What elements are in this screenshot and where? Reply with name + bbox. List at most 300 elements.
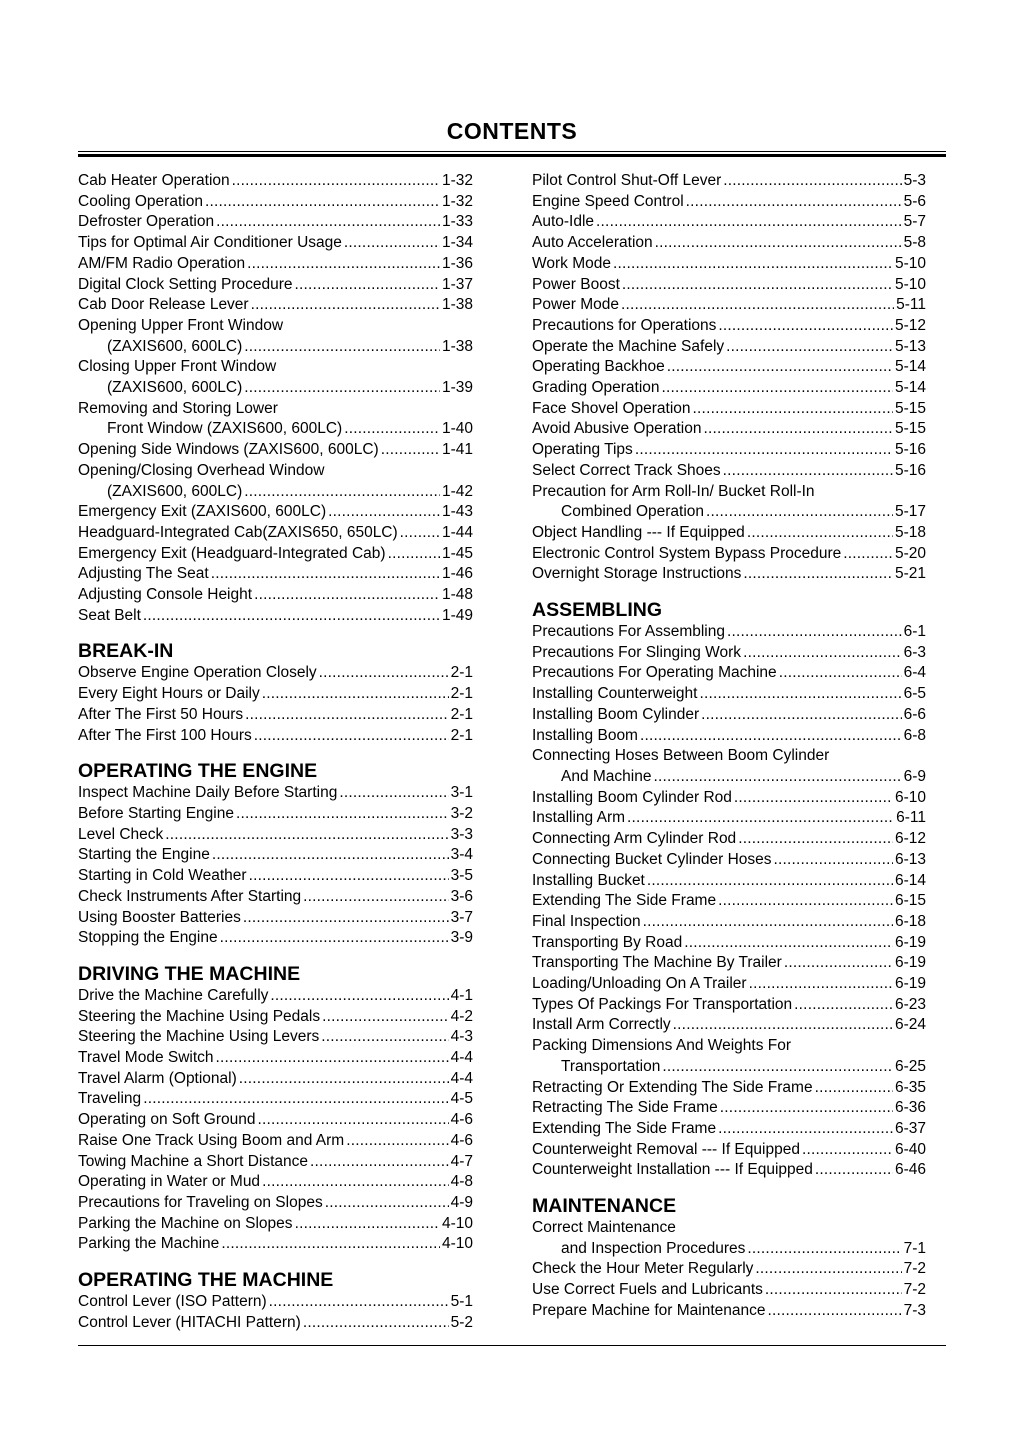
toc-entry[interactable] xyxy=(532,622,926,643)
toc-entry[interactable] xyxy=(78,726,473,747)
dot-leader xyxy=(232,171,440,192)
toc-entry-title: Operate the Machine Safely xyxy=(532,337,725,355)
toc-entry-page: 1-42 xyxy=(441,482,473,500)
toc-entry[interactable] xyxy=(532,564,926,585)
dot-leader xyxy=(662,378,893,399)
toc-entry[interactable] xyxy=(78,866,473,887)
toc-entry-row xyxy=(532,622,926,643)
toc-entry[interactable] xyxy=(78,606,473,627)
toc-entry-page: 5-15 xyxy=(894,420,926,438)
dot-leader xyxy=(794,995,893,1016)
toc-entry-page: 4-2 xyxy=(450,1007,473,1025)
toc-entry[interactable] xyxy=(532,275,926,296)
dot-leader xyxy=(165,825,448,846)
toc-entry[interactable] xyxy=(532,912,926,933)
toc-entry-page: 5-10 xyxy=(894,254,926,272)
toc-entry-row xyxy=(532,233,926,254)
toc-entry-page: 6-9 xyxy=(903,767,926,785)
toc-entry-page: 6-18 xyxy=(894,912,926,930)
toc-entry-title: Transportation xyxy=(561,1057,661,1075)
dot-leader xyxy=(693,399,893,420)
toc-entry-row xyxy=(78,1110,473,1131)
dot-leader xyxy=(239,1069,449,1090)
toc-entry-title: After The First 100 Hours xyxy=(78,726,252,744)
toc-entry[interactable] xyxy=(532,461,926,482)
dot-leader xyxy=(254,726,449,747)
toc-entry-page: 4-4 xyxy=(450,1069,473,1087)
toc-entry-page: 4-4 xyxy=(450,1049,473,1067)
toc-entry-page: 2-1 xyxy=(450,726,473,744)
toc-entry-title: Precautions For Slinging Work xyxy=(532,643,742,661)
toc-entry-title: Work Mode xyxy=(532,254,611,272)
toc-entry-row xyxy=(532,254,926,275)
toc-right-column xyxy=(532,171,926,1322)
toc-entry-title: Engine Speed Control xyxy=(532,192,684,210)
toc-entry[interactable] xyxy=(532,663,926,684)
toc-entry-title: (ZAXIS600, 600LC) xyxy=(107,337,243,355)
toc-entry-page: 3-9 xyxy=(450,929,473,947)
toc-entry[interactable] xyxy=(78,1193,473,1214)
toc-entry[interactable] xyxy=(78,1027,473,1048)
toc-entry[interactable] xyxy=(78,1069,473,1090)
dot-leader xyxy=(344,419,440,440)
dot-leader xyxy=(270,986,448,1007)
toc-entry[interactable] xyxy=(78,544,473,565)
toc-entry[interactable] xyxy=(78,986,473,1007)
toc-entry-page: 1-32 xyxy=(441,172,473,189)
toc-entry-page: 6-14 xyxy=(894,871,926,889)
toc-entry-title: Loading/Unloading On A Trailer xyxy=(532,975,747,993)
toc-entry[interactable] xyxy=(532,440,926,461)
toc-entry[interactable] xyxy=(532,746,926,787)
dot-leader xyxy=(236,804,449,825)
toc-entry-title: Towing Machine a Short Distance xyxy=(78,1152,309,1170)
toc-entry-page: 5-8 xyxy=(903,234,926,252)
dot-leader xyxy=(655,233,902,254)
dot-leader xyxy=(205,192,440,213)
toc-entry-title: Adjusting Console Height xyxy=(78,586,253,604)
dot-leader xyxy=(400,523,440,544)
toc-entry-page: 6-19 xyxy=(894,954,926,972)
toc-entry-title: Counterweight Removal --- If Equipped xyxy=(532,1140,800,1158)
toc-entry[interactable] xyxy=(532,482,926,523)
toc-entry-page: 3-6 xyxy=(450,887,473,905)
toc-entry-row xyxy=(532,1280,926,1301)
toc-entry[interactable] xyxy=(78,523,473,544)
section-heading: MAINTENANCE xyxy=(532,1195,677,1218)
toc-entry-page: 1-38 xyxy=(441,337,473,355)
toc-entry-page: 4-6 xyxy=(450,1111,473,1129)
toc-entry-page: 6-25 xyxy=(894,1057,926,1075)
toc-entry-page: 6-24 xyxy=(894,1016,926,1034)
toc-entry-title: Install Arm Correctly xyxy=(532,1016,671,1034)
toc-entry-row xyxy=(78,192,473,213)
toc-entry-row xyxy=(78,684,473,705)
page-title: CONTENTS xyxy=(446,118,578,144)
toc-entry[interactable] xyxy=(78,1313,473,1334)
toc-entry-title: Using Booster Batteries xyxy=(78,908,241,926)
toc-entry-page: 5-2 xyxy=(450,1313,473,1331)
dot-leader xyxy=(251,295,440,316)
toc-entry-title: Drive the Machine Carefully xyxy=(78,986,269,1004)
toc-entry[interactable] xyxy=(78,399,473,440)
toc-entry[interactable] xyxy=(532,788,926,809)
toc-entry-title: and Inspection Procedures xyxy=(561,1239,746,1257)
toc-entry-page: 6-46 xyxy=(894,1161,926,1179)
toc-entry[interactable] xyxy=(532,871,926,892)
dot-leader xyxy=(247,254,440,275)
toc-entry-title: Power Boost xyxy=(532,275,620,293)
toc-entry-page: 5-16 xyxy=(894,441,926,459)
toc-entry[interactable] xyxy=(532,1301,926,1322)
dot-leader xyxy=(212,845,449,866)
toc-entry-page: 6-1 xyxy=(903,623,926,641)
toc-entry-title: Control Lever (ISO Pattern) xyxy=(78,1293,267,1311)
toc-entry-title: Observe Engine Operation Closely xyxy=(78,664,317,682)
toc-entry-page: 6-11 xyxy=(896,809,926,827)
toc-entry-row xyxy=(78,440,473,461)
toc-entry-row xyxy=(532,953,926,974)
toc-entry-row xyxy=(78,523,473,544)
dot-leader xyxy=(303,887,448,908)
toc-entry[interactable] xyxy=(78,1292,473,1313)
toc-entry-title: Precautions For Assembling xyxy=(532,623,725,641)
toc-entry-page: 1-46 xyxy=(441,565,473,583)
toc-entry-page: 5-16 xyxy=(894,461,926,479)
toc-entry[interactable] xyxy=(78,887,473,908)
toc-entry[interactable] xyxy=(532,933,926,954)
toc-entry-title: Seat Belt xyxy=(78,606,141,624)
toc-entry-page: 5-15 xyxy=(894,399,926,417)
dot-leader xyxy=(621,295,894,316)
toc-entry-page: 5-11 xyxy=(896,296,926,314)
toc-entry-title: Extending The Side Frame xyxy=(532,892,717,910)
toc-entry[interactable] xyxy=(78,1172,473,1193)
dot-leader xyxy=(743,643,902,664)
toc-entry[interactable] xyxy=(78,295,473,316)
toc-entry[interactable] xyxy=(532,1218,926,1259)
toc-entry[interactable] xyxy=(78,845,473,866)
toc-entry-page: 6-37 xyxy=(894,1119,926,1137)
toc-entry-row xyxy=(532,316,926,337)
toc-entry-title: Tips for Optimal Air Conditioner Usage xyxy=(78,234,342,252)
toc-entry-row xyxy=(532,1015,926,1036)
dot-leader xyxy=(768,1301,902,1322)
toc-entry-page: 5-14 xyxy=(894,358,926,376)
toc-entry-title: Raise One Track Using Boom and Arm xyxy=(78,1131,345,1149)
toc-entry-title: Every Eight Hours or Daily xyxy=(78,685,260,703)
toc-entry-title: Auto-Idle xyxy=(532,213,595,231)
toc-entry-page: 4-10 xyxy=(441,1235,473,1253)
toc-entry-title: Cooling Operation xyxy=(78,192,203,210)
toc-entry[interactable] xyxy=(532,1140,926,1161)
toc-entry[interactable] xyxy=(532,192,926,213)
toc-entry-row xyxy=(532,933,926,954)
dot-leader xyxy=(703,419,893,440)
toc-entry[interactable] xyxy=(532,953,926,974)
dot-leader xyxy=(216,212,440,233)
toc-entry-page: 1-33 xyxy=(441,213,473,231)
toc-entry-page: 4-9 xyxy=(450,1193,473,1211)
toc-entry-row xyxy=(532,502,926,523)
toc-entry[interactable] xyxy=(78,908,473,929)
dot-leader xyxy=(596,212,902,233)
toc-entry-page: 6-8 xyxy=(903,726,926,744)
dot-leader xyxy=(774,850,893,871)
toc-entry-title: Steering the Machine Using Pedals xyxy=(78,1007,321,1025)
toc-entry-title: Level Check xyxy=(78,825,164,843)
dot-leader xyxy=(322,1007,448,1028)
toc-entry[interactable] xyxy=(532,544,926,565)
toc-entry[interactable] xyxy=(78,212,473,233)
toc-entry[interactable] xyxy=(532,316,926,337)
toc-entry[interactable] xyxy=(78,1110,473,1131)
toc-entry[interactable] xyxy=(532,850,926,871)
toc-entry-title: Traveling xyxy=(78,1090,142,1108)
toc-entry[interactable] xyxy=(78,585,473,606)
toc-entry[interactable] xyxy=(78,705,473,726)
toc-entry-title: Emergency Exit (Headguard-Integrated Cab) xyxy=(78,544,386,562)
toc-entry-page: 4-5 xyxy=(450,1090,473,1108)
toc-entry-title: Check Instruments After Starting xyxy=(78,887,302,905)
toc-entry-row xyxy=(78,1292,473,1313)
toc-entry-page: 1-43 xyxy=(441,503,473,521)
toc-entry[interactable] xyxy=(78,461,473,502)
toc-entry[interactable] xyxy=(78,1214,473,1235)
toc-entry-title: Control Lever (HITACHI Pattern) xyxy=(78,1313,301,1331)
toc-entry-row xyxy=(532,1078,926,1099)
toc-entry-row xyxy=(78,606,473,627)
toc-entry[interactable] xyxy=(78,357,473,398)
toc-entry[interactable] xyxy=(532,233,926,254)
toc-entry[interactable] xyxy=(532,1280,926,1301)
toc-entry-title: Precautions for Operations xyxy=(532,316,717,334)
dot-leader xyxy=(622,275,893,296)
toc-entry-title: Grading Operation xyxy=(532,379,660,397)
dot-leader xyxy=(718,891,893,912)
dot-leader xyxy=(706,502,893,523)
toc-entry-page: 1-41 xyxy=(441,441,473,459)
toc-entry-row xyxy=(532,788,926,809)
toc-entry-page: 1-49 xyxy=(441,606,473,624)
toc-entry-page: 5-7 xyxy=(903,213,926,231)
toc-entry[interactable] xyxy=(78,1048,473,1069)
dot-leader xyxy=(802,1140,893,1161)
toc-entry-page: 6-15 xyxy=(894,892,926,910)
toc-entry-row xyxy=(532,523,926,544)
toc-entry[interactable] xyxy=(78,440,473,461)
toc-left-column xyxy=(78,171,473,1333)
toc-entry-row xyxy=(78,1172,473,1193)
toc-entry-title-line1: Connecting Hoses Between Boom Cylinder xyxy=(532,747,830,765)
toc-entry[interactable] xyxy=(532,891,926,912)
toc-entry[interactable] xyxy=(78,783,473,804)
toc-entry-row xyxy=(532,564,926,585)
toc-entry[interactable] xyxy=(532,1119,926,1140)
toc-entry-row xyxy=(78,1313,473,1334)
toc-entry-row xyxy=(532,357,926,378)
toc-entry-page: 7-3 xyxy=(903,1301,926,1319)
toc-entry-title: Installing Boom Cylinder Rod xyxy=(532,788,732,806)
toc-entry-row xyxy=(78,1089,473,1110)
toc-entry-page: 3-1 xyxy=(450,784,473,802)
toc-entry[interactable] xyxy=(532,829,926,850)
toc-entry-title: Operating Backhoe xyxy=(532,358,665,376)
toc-entry-page: 6-12 xyxy=(894,830,926,848)
toc-entry[interactable] xyxy=(532,419,926,440)
toc-entry[interactable] xyxy=(78,502,473,523)
toc-entry[interactable] xyxy=(532,399,926,420)
toc-entry-title: Precautions For Operating Machine xyxy=(532,664,777,682)
dot-leader xyxy=(784,953,893,974)
toc-entry-page: 5-13 xyxy=(894,337,926,355)
toc-entry-row xyxy=(78,275,473,296)
toc-entry-row xyxy=(532,1140,926,1161)
dot-leader xyxy=(815,1078,893,1099)
dot-leader xyxy=(699,684,901,705)
toc-entry-title: Defroster Operation xyxy=(78,213,215,231)
toc-entry[interactable] xyxy=(78,275,473,296)
toc-entry-row xyxy=(78,1069,473,1090)
toc-entry[interactable] xyxy=(532,995,926,1016)
dot-leader xyxy=(734,788,893,809)
toc-entry[interactable] xyxy=(532,357,926,378)
toc-entry-title: Precautions for Traveling on Slopes xyxy=(78,1193,323,1211)
toc-entry-row xyxy=(78,419,473,440)
toc-entry[interactable] xyxy=(532,684,926,705)
toc-entry-row xyxy=(78,502,473,523)
toc-entry[interactable] xyxy=(532,1259,926,1280)
toc-entry[interactable] xyxy=(78,192,473,213)
dot-leader xyxy=(727,622,902,643)
toc-entry[interactable] xyxy=(532,1160,926,1181)
toc-entry[interactable] xyxy=(532,726,926,747)
toc-entry-title: Connecting Bucket Cylinder Hoses xyxy=(532,850,772,868)
toc-entry-row xyxy=(532,871,926,892)
toc-entry[interactable] xyxy=(78,171,473,192)
toc-entry[interactable] xyxy=(78,663,473,684)
toc-entry-title: Front Window (ZAXIS600, 600LC) xyxy=(107,420,343,438)
dot-leader xyxy=(344,233,440,254)
toc-entry[interactable] xyxy=(532,523,926,544)
dot-leader xyxy=(647,871,893,892)
toc-entry[interactable] xyxy=(532,643,926,664)
toc-entry[interactable] xyxy=(532,1078,926,1099)
toc-entry[interactable] xyxy=(532,705,926,726)
toc-entry-title: Prepare Machine for Maintenance xyxy=(532,1301,766,1319)
toc-entry-title: Installing Boom xyxy=(532,726,638,744)
toc-entry-title: Stopping the Engine xyxy=(78,929,218,947)
dot-leader xyxy=(381,440,440,461)
toc-entry[interactable] xyxy=(78,684,473,705)
toc-entry[interactable] xyxy=(78,1234,473,1255)
toc-entry-page: 6-6 xyxy=(903,705,926,723)
toc-entry[interactable] xyxy=(78,316,473,357)
toc-entry-title: Transporting The Machine By Trailer xyxy=(532,954,782,972)
toc-entry[interactable] xyxy=(78,254,473,275)
toc-entry-row xyxy=(532,829,926,850)
toc-entry-page: 6-4 xyxy=(903,664,926,682)
toc-entry-row xyxy=(532,1098,926,1119)
toc-entry[interactable] xyxy=(532,337,926,358)
toc-entry-page: 2-1 xyxy=(450,705,473,723)
toc-entry-title: Final Inspection xyxy=(532,912,641,930)
toc-entry[interactable] xyxy=(532,808,926,829)
toc-entry[interactable] xyxy=(78,1007,473,1028)
toc-entry[interactable] xyxy=(532,295,926,316)
toc-entry[interactable] xyxy=(532,171,926,192)
toc-entry-title: Avoid Abusive Operation xyxy=(532,420,702,438)
toc-entry-title: After The First 50 Hours xyxy=(78,705,244,723)
toc-entry[interactable] xyxy=(78,564,473,585)
toc-entry[interactable] xyxy=(78,1152,473,1173)
toc-entry[interactable] xyxy=(78,804,473,825)
toc-entry[interactable] xyxy=(78,928,473,949)
toc-entry[interactable] xyxy=(532,1036,926,1077)
toc-entry-row xyxy=(78,337,473,358)
toc-entry-row xyxy=(532,850,926,871)
toc-entry[interactable] xyxy=(78,233,473,254)
dot-leader xyxy=(743,564,893,585)
toc-entry-row xyxy=(532,544,926,565)
toc-entry[interactable] xyxy=(78,1089,473,1110)
toc-entry[interactable] xyxy=(532,1015,926,1036)
dot-leader xyxy=(673,1015,893,1036)
toc-entry[interactable] xyxy=(78,825,473,846)
toc-entry-row xyxy=(78,804,473,825)
dot-leader xyxy=(684,933,893,954)
toc-entry-row xyxy=(532,1239,926,1260)
toc-entry-title: Emergency Exit (ZAXIS600, 600LC) xyxy=(78,503,327,521)
toc-entry-page: 5-3 xyxy=(903,172,926,189)
dot-leader xyxy=(749,974,893,995)
toc-entry-row xyxy=(78,212,473,233)
toc-entry-row xyxy=(78,482,473,503)
toc-entry-row xyxy=(532,808,926,829)
dot-leader xyxy=(303,1313,449,1334)
toc-entry-row xyxy=(532,399,926,420)
toc-entry-title: Travel Mode Switch xyxy=(78,1049,214,1067)
toc-entry-page: 1-34 xyxy=(441,234,473,252)
dot-leader xyxy=(346,1131,448,1152)
toc-entry-row xyxy=(532,1301,926,1322)
toc-entry-row xyxy=(532,995,926,1016)
toc-entry[interactable] xyxy=(532,378,926,399)
toc-entry-title: (ZAXIS600, 600LC) xyxy=(107,482,243,500)
dot-leader xyxy=(667,357,893,378)
toc-entry-row xyxy=(78,1193,473,1214)
toc-entry-title: Headguard-Integrated Cab(ZAXIS650, 650LC) xyxy=(78,523,398,541)
dot-leader xyxy=(244,482,440,503)
toc-entry-page: 5-6 xyxy=(903,192,926,210)
toc-entry-title: Cab Heater Operation xyxy=(78,172,230,189)
toc-entry[interactable] xyxy=(532,1098,926,1119)
toc-entry[interactable] xyxy=(78,1131,473,1152)
toc-entry-title: Installing Bucket xyxy=(532,871,645,889)
section-heading: DRIVING THE MACHINE xyxy=(78,962,301,985)
toc-entry-page: 6-5 xyxy=(903,685,926,703)
toc-entry-title: Before Starting Engine xyxy=(78,804,234,822)
toc-entry-row xyxy=(532,1160,926,1181)
toc-entry[interactable] xyxy=(532,254,926,275)
toc-entry-title: Digital Clock Setting Procedure xyxy=(78,275,293,293)
toc-entry[interactable] xyxy=(532,974,926,995)
toc-entry-title: Travel Alarm (Optional) xyxy=(78,1069,237,1087)
toc-entry-page: 3-2 xyxy=(450,804,473,822)
section-heading: OPERATING THE MACHINE xyxy=(78,1269,334,1292)
toc-entry[interactable] xyxy=(532,212,926,233)
toc-entry-row xyxy=(78,986,473,1007)
